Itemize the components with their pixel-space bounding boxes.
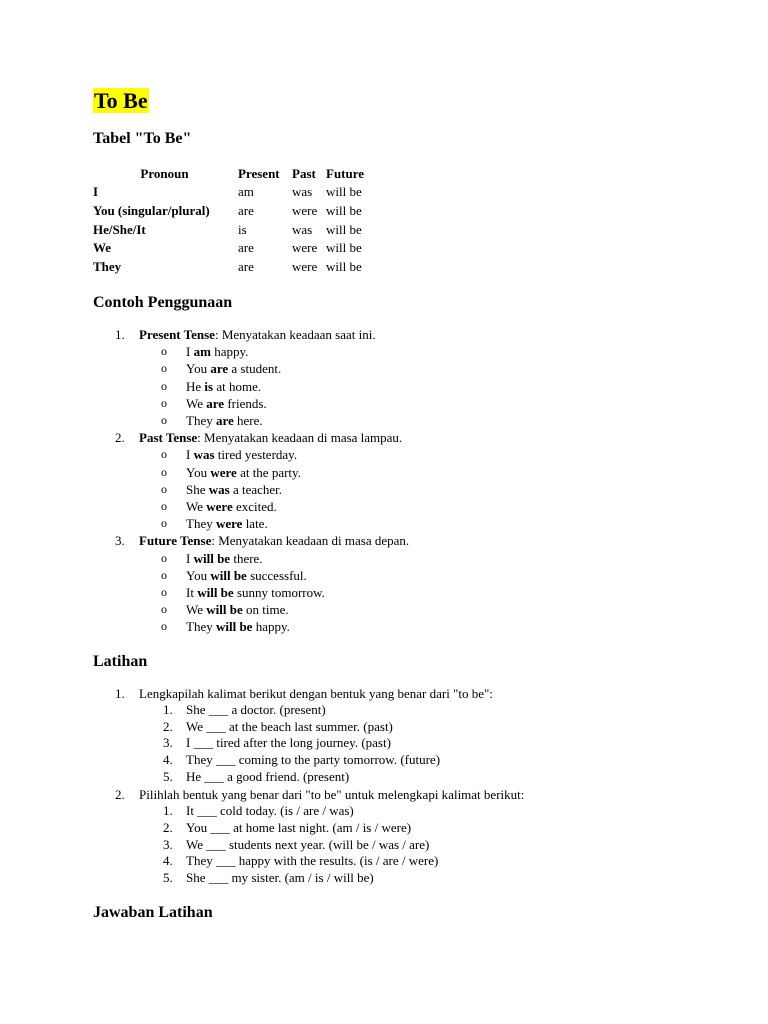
list-item [93, 786, 733, 887]
future-cell: will be [326, 240, 362, 256]
present-cell: are [238, 240, 254, 256]
exercise-item: 2. We ___ at the beach last summer. (past) [163, 718, 393, 734]
jawaban-heading: Jawaban Latihan [93, 904, 213, 922]
example-item: o They will be happy. [161, 619, 290, 635]
example-item: o We will be on time. [161, 602, 289, 618]
pronoun-cell: We [93, 240, 112, 256]
pronoun-cell: You (singular/plural) [93, 202, 210, 218]
exercise-item: 1. It ___ cold today. (is / are / was) [163, 803, 354, 819]
table-row [93, 239, 378, 258]
example-item: o You were at the party. [161, 464, 301, 480]
pronoun-cell: They [93, 259, 122, 275]
past-cell: were [292, 240, 318, 256]
document-page [93, 88, 733, 923]
exercise-list [139, 803, 733, 887]
list-number: 2. [115, 430, 125, 446]
table-row [93, 258, 378, 277]
bullet-icon: o [161, 602, 167, 617]
latihan-heading: Latihan [93, 652, 148, 670]
header-future: Future [326, 166, 365, 181]
latihan-list [93, 685, 733, 887]
exercise-item: 2. You ___ at home last night. (am / is / were) [163, 819, 412, 835]
example-item: o We were excited. [161, 499, 277, 515]
past-cell: was [292, 221, 313, 237]
example-item: o I am happy. [161, 344, 249, 360]
present-cell: are [238, 202, 254, 218]
list-item [93, 326, 733, 429]
sub-number: 1. [163, 701, 173, 717]
past-cell: was [292, 184, 313, 199]
exercise-item: 3. We ___ students next year. (will be / was / are) [163, 836, 430, 852]
tense-description: : Menyatakan keadaan saat ini. [214, 326, 376, 342]
page-title: To Be [94, 88, 148, 113]
example-item: o He is at home. [161, 378, 262, 394]
exercise-instruction: Pilihlah bentuk yang benar dari "to be" untuk melengkapi kalimat berikut: [139, 786, 525, 802]
example-item: o I will be there. [161, 550, 263, 566]
exercise-instruction: Lengkapilah kalimat berikut dengan bentuk yang benar dari "to be": [139, 685, 493, 701]
tense-name: Present Tense [139, 326, 215, 342]
example-list [139, 446, 733, 532]
past-cell: were [292, 259, 318, 275]
exercise-item: 4. They ___ happy with the results. (is / are / were) [163, 853, 439, 869]
contoh-list [93, 326, 733, 636]
present-cell: is [238, 221, 247, 237]
list-number: 3. [115, 533, 125, 549]
sub-number: 4. [163, 853, 173, 869]
sub-number: 5. [163, 769, 173, 785]
example-item: o It will be sunny tomorrow. [161, 585, 325, 601]
future-cell: will be [326, 221, 362, 237]
bullet-icon: o [161, 344, 167, 359]
exercise-list [139, 702, 733, 786]
header-present: Present [238, 166, 280, 181]
bullet-icon: o [161, 550, 167, 565]
tense-description: : Menyatakan keadaan di masa depan. [211, 533, 410, 549]
list-number: 2. [115, 786, 125, 802]
exercise-item: 5. He ___ a good friend. (present) [163, 769, 350, 785]
example-list [139, 343, 733, 429]
example-item: o She was a teacher. [161, 481, 283, 497]
pronoun-cell: I [93, 184, 99, 199]
sub-number: 3. [163, 836, 173, 852]
exercise-item: 3. I ___ tired after the long journey. (past) [163, 735, 391, 751]
tense-name: Past Tense [139, 430, 198, 446]
table-row [93, 183, 378, 202]
sub-number: 3. [163, 735, 173, 751]
sub-number: 4. [163, 752, 173, 768]
bullet-icon: o [161, 585, 167, 600]
bullet-icon: o [161, 481, 167, 496]
bullet-icon: o [161, 413, 167, 427]
present-cell: am [238, 184, 254, 199]
list-item [93, 532, 733, 635]
example-list [139, 550, 733, 636]
table-header-row [93, 164, 378, 183]
bullet-icon: o [161, 447, 167, 462]
present-cell: are [238, 259, 254, 275]
bullet-icon: o [161, 378, 167, 393]
list-number: 1. [115, 326, 125, 342]
contoh-heading: Contoh Penggunaan [93, 293, 233, 311]
bullet-icon: o [161, 567, 167, 582]
list-item [93, 685, 733, 786]
pronoun-cell: He/She/It [93, 221, 146, 237]
header-pronoun: Pronoun [140, 166, 189, 181]
table-row [93, 221, 378, 240]
list-item [93, 429, 733, 532]
sub-number: 5. [163, 870, 173, 886]
exercise-item: 4. They ___ coming to the party tomorrow. (future) [163, 752, 441, 768]
past-cell: were [292, 202, 318, 218]
header-past: Past [292, 166, 316, 181]
future-cell: will be [326, 184, 362, 199]
list-number: 1. [115, 685, 125, 701]
example-item: o You are a student. [161, 361, 282, 377]
tense-name: Future Tense [139, 533, 212, 549]
example-item: o They are here. [161, 413, 263, 428]
bullet-icon: o [161, 395, 167, 410]
sub-number: 2. [163, 718, 173, 734]
future-cell: will be [326, 202, 362, 218]
tense-description: : Menyatakan keadaan di masa lampau. [197, 430, 403, 446]
to-be-table [93, 164, 378, 277]
exercise-item: 1. She ___ a doctor. (present) [163, 701, 326, 717]
sub-number: 2. [163, 819, 173, 835]
example-item: o We are friends. [161, 395, 267, 411]
exercise-item: 5. She ___ my sister. (am / is / will be) [163, 870, 374, 886]
example-item: o I was tired yesterday. [161, 447, 298, 463]
table-row [93, 202, 378, 221]
table-heading: Tabel "To Be" [93, 130, 192, 147]
sub-number: 1. [163, 803, 173, 819]
bullet-icon: o [161, 464, 167, 479]
bullet-icon: o [161, 619, 167, 634]
example-item: o They were late. [161, 516, 268, 532]
example-item: o You will be successful. [161, 567, 307, 583]
bullet-icon: o [161, 361, 167, 376]
bullet-icon: o [161, 516, 167, 531]
future-cell: will be [326, 259, 362, 275]
bullet-icon: o [161, 499, 167, 514]
